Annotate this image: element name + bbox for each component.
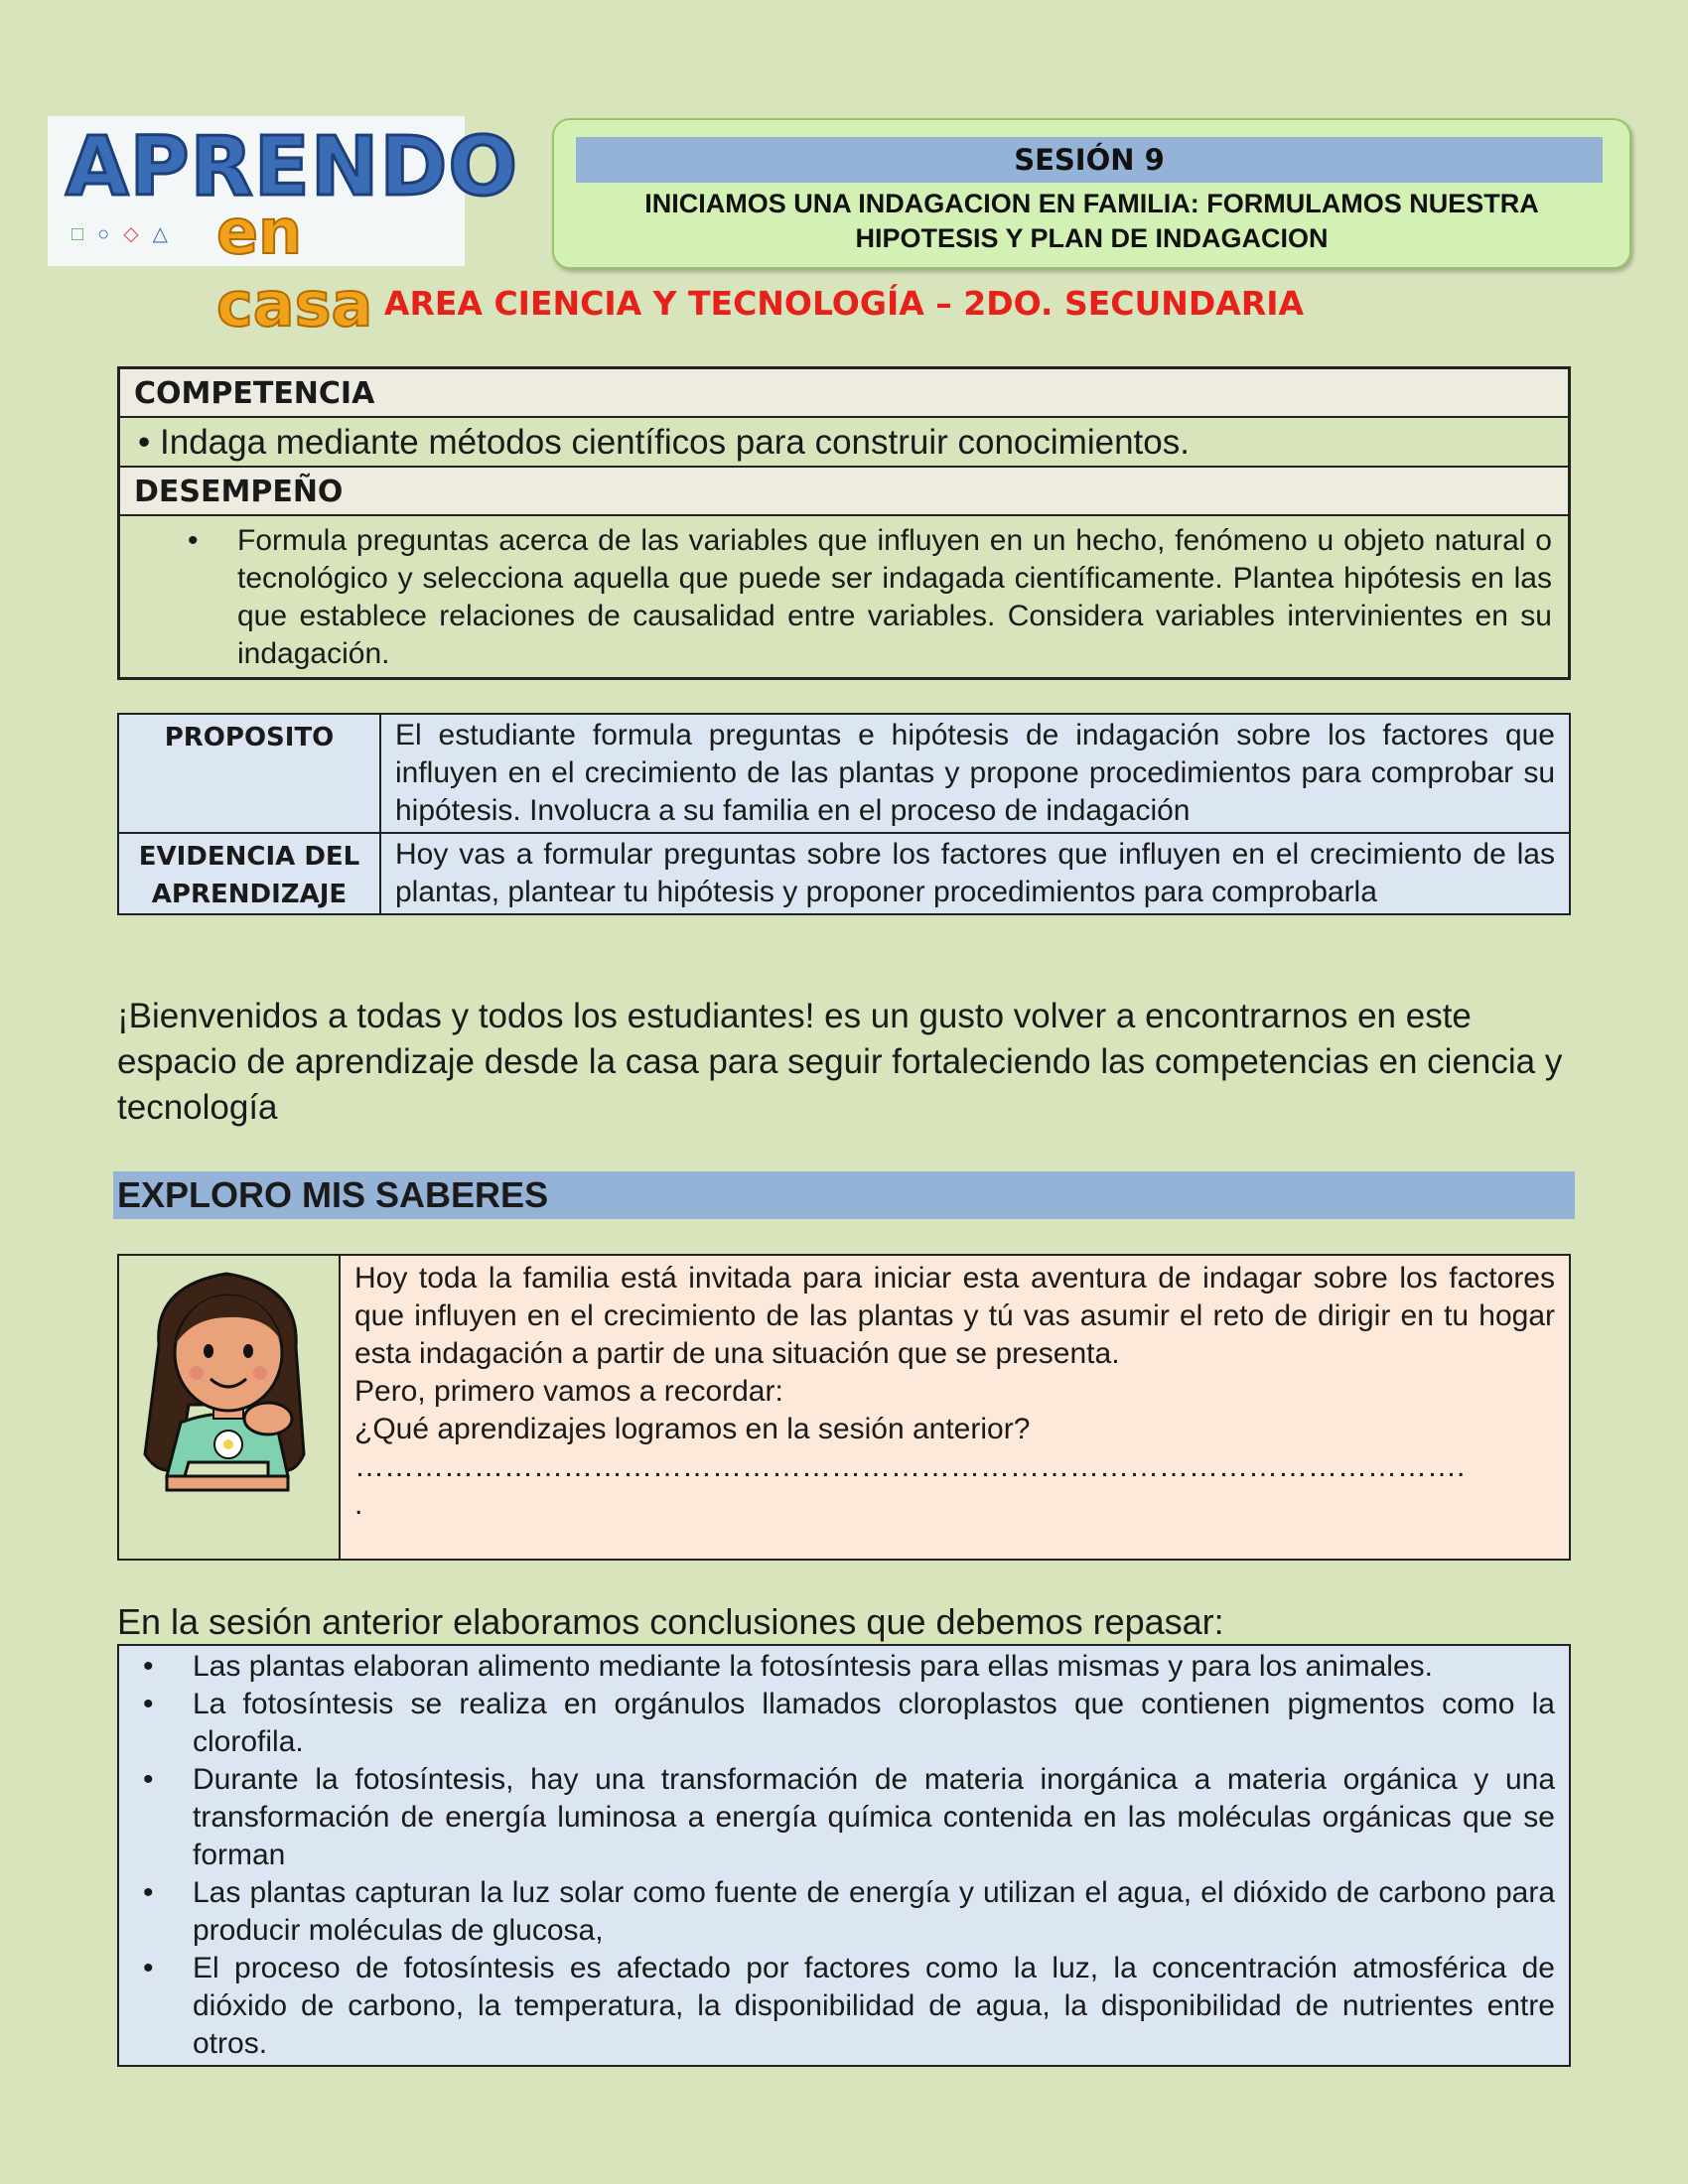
bullet-icon: • [143, 1952, 154, 1984]
explore-paragraph: Hoy toda la familia está invitada para iniciar esta aventura de indagar sobre los factores que influyen en el crecimiento de las plantas y tú vas asumir el reto de dirigir en tu hogar esta indagación a partir de una situación que se presenta. [354, 1262, 1555, 1370]
evidencia-row [119, 832, 1569, 913]
session-box [552, 118, 1631, 269]
bullet-icon: • [143, 1650, 154, 1683]
explore-answer-dots: …………………………………………………………………………………………………. [354, 1450, 1466, 1483]
girl-thinking-icon [119, 1256, 337, 1559]
competencia-text: Indaga mediante métodos científicos para construir conocimientos. [160, 423, 1190, 462]
welcome-text: ¡Bienvenidos a todas y todos los estudiantes! es un gusto volver a encontrarnos en este espacio de aprendizaje desde la casa para seguir fortaleciendo las competencias en ciencia y tecnología [117, 997, 1563, 1127]
proposito-table [117, 713, 1571, 915]
proposito-row [119, 715, 1569, 832]
logo-circle-icon: ○ [97, 223, 124, 245]
bullet-icon: • [143, 1876, 154, 1909]
explore-text [341, 1256, 1569, 1559]
competencia-header: COMPETENCIA [120, 369, 1568, 418]
list-item [119, 1686, 1555, 1761]
list-item-text: Durante la fotosíntesis, hay una transformación de materia inorgánica a materia orgánica y una transformación de energía luminosa a energía química contenida en las moléculas orgánicas que se forman [193, 1763, 1555, 1871]
competencia-item [120, 418, 1568, 468]
list-item [119, 1950, 1555, 2063]
logo-text-bottom: en casa [216, 196, 373, 341]
bullet-icon: • [143, 1763, 154, 1796]
explore-question: ¿Qué aprendizajes logramos en la sesión anterior? [354, 1413, 1031, 1445]
session-title-line2: HIPOTESIS Y PLAN DE INDAGACION [855, 223, 1329, 253]
proposito-label: PROPOSITO [119, 715, 381, 832]
desempeno-header: DESEMPEÑO [120, 468, 1568, 516]
session-title-line1: INICIAMOS UNA INDAGACION EN FAMILIA: FORMULAMOS NUESTRA [644, 189, 1539, 218]
aprendo-en-casa-logo [48, 116, 519, 341]
proposito-text: El estudiante formula preguntas e hipótesis de indagación sobre los factores que influyen en el crecimiento de las plantas y propone procedimientos para comprobar su hipótesis. Involucra a su familia en el proceso de indagación [395, 719, 1555, 827]
logo-text-top: APRENDO [66, 120, 519, 214]
bullet-icon: • [188, 524, 199, 557]
logo-shapes [71, 221, 182, 246]
explore-header: EXPLORO MIS SABERES [113, 1171, 1575, 1219]
bullet-icon: • [143, 1688, 154, 1720]
area-title: AREA CIENCIA Y TECNOLOGÍA – 2DO. SECUNDARIA [383, 284, 1305, 323]
session-title [564, 187, 1619, 256]
girl-illustration [119, 1256, 341, 1559]
logo-square-icon: □ [71, 223, 98, 245]
competencia-table [117, 366, 1571, 680]
desempeno-item [120, 516, 1568, 677]
explore-box [117, 1254, 1571, 1561]
list-item-text: Las plantas capturan la luz solar como fuente de energía y utilizan el agua, el dióxido de carbono para producir moléculas de glucosa, [193, 1876, 1555, 1947]
conclusions-list [117, 1644, 1571, 2067]
logo-triangle-icon: △ [152, 223, 182, 245]
explore-line2: Pero, primero vamos a recordar: [354, 1375, 783, 1408]
explore-answer-dots-end: . [354, 1488, 363, 1521]
bullet-icon: • [138, 423, 151, 462]
list-item [119, 1874, 1555, 1950]
logo-diamond-icon: ◇ [123, 223, 153, 245]
list-item [119, 1761, 1555, 1874]
evidencia-text: Hoy vas a formular preguntas sobre los factores que influyen en el crecimiento de las plantas, plantear tu hipótesis y proponer procedimientos para comprobarla [395, 838, 1555, 908]
list-item-text: El proceso de fotosíntesis es afectado por factores como la luz, la concentración atmosférica de dióxido de carbono, la temperatura, la disponibilidad de agua, la disponibilidad de nutrientes entre otros. [193, 1952, 1555, 2060]
desempeno-text: Formula preguntas acerca de las variables que influyen en un hecho, fenómeno u objeto natural o tecnológico y selecciona aquella que puede ser indagada científicamente. Plantea hipótesis en las que establece relaciones de causalidad entre variables. Considera variables intervinientes en su indagación. [237, 524, 1552, 670]
previous-session-title: En la sesión anterior elaboramos conclusiones que debemos repasar: [117, 1601, 1224, 1642]
evidencia-label [119, 834, 381, 913]
evidencia-label-line2: APRENDIZAJE [151, 880, 348, 909]
evidencia-label-line1: EVIDENCIA DEL [138, 842, 360, 872]
list-item [119, 1648, 1555, 1686]
list-item-text: La fotosíntesis se realiza en orgánulos llamados cloroplastos que contienen pigmentos como la clorofila. [193, 1688, 1555, 1758]
session-label: SESIÓN 9 [576, 137, 1603, 183]
list-item-text: Las plantas elaboran alimento mediante la fotosíntesis para ellas mismas y para los animales. [193, 1650, 1433, 1683]
